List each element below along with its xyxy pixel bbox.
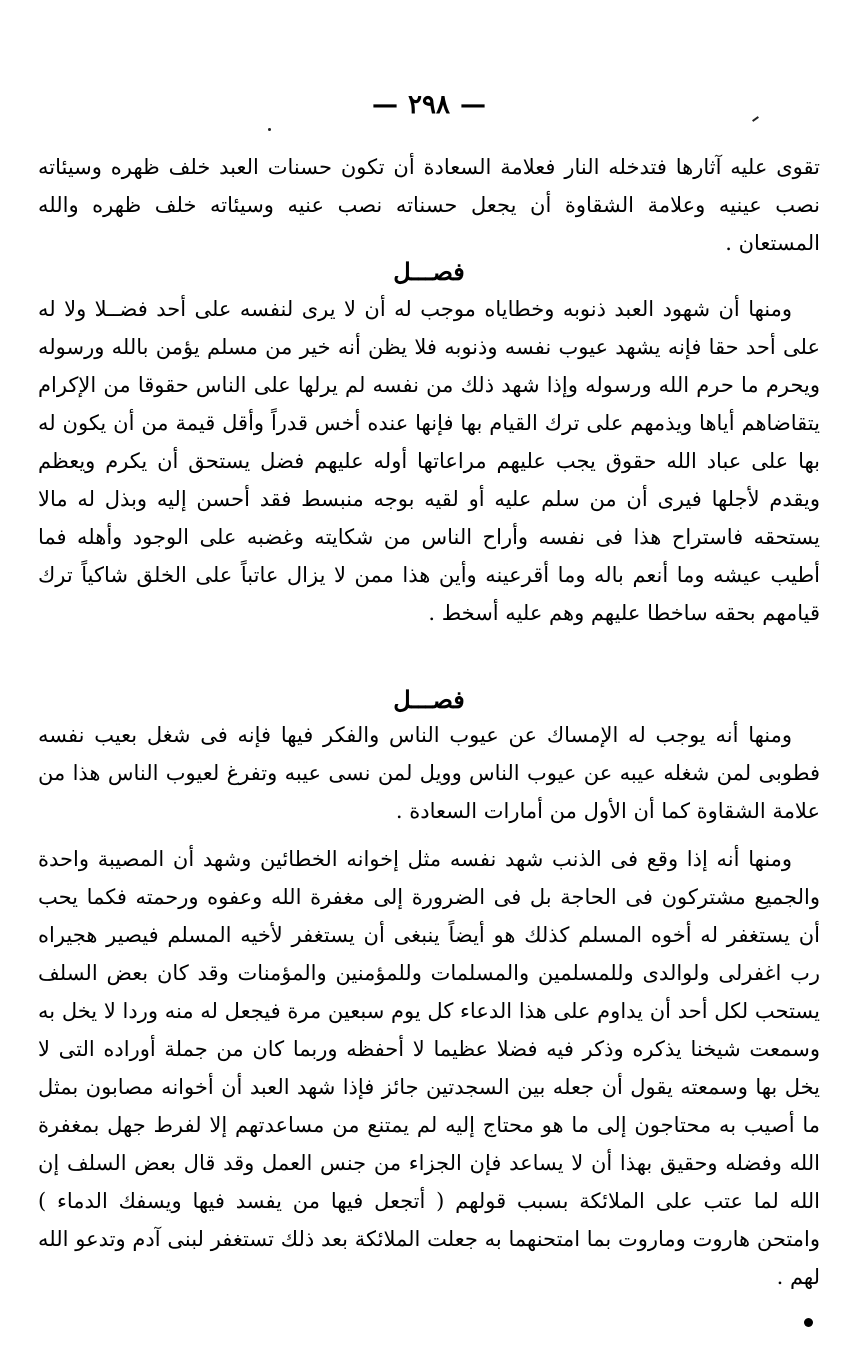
scan-speck [268,128,271,131]
section-heading: فصـــل [393,257,465,286]
page-number [38,90,820,120]
section-heading: فصـــل [393,685,465,714]
dash: — [459,90,486,120]
paragraph: ومنها أنه يوجب له الإمساك عن عيوب الناس والفكر فيها فإنه فى شغل بعيب نفسه فطوبى لمن شغله عيبه عن عيوب الناس وويل لمن نسى عيبه وتفرغ لعيوب الناس هذا من علامة الشقاوة كما أن الأول من أمارات السعادة . [38,723,820,823]
paragraph: ومنها أنه إذا وقع فى الذنب شهد نفسه مثل إخوانه الخطائين وشهد أن المصيبة واحدة والجميع مشتركون فى الحاجة بل فى الضرورة إلى مغفرة الله وعفوه ورحمته فكما يحب أن يستغفر له أخوه المسلم كذلك هو أيضاً ينبغى أن يستغفر لأخيه المسلم فيصير هجيراه رب اغفرلى ولوالدى وللمسلمين والمسلمات وللمؤمنين والمؤمنات وقد كان بعض السلف يستحب لكل أحد أن يداوم على هذا الدعاء كل يوم سبعين مرة فيجعل له منه وردا لا يخل به وسمعت شيخنا يذكره وذكر فيه فضلا عظيما لا أحفظه وربما كان من جملة أوراده التى لا يخل بها وسمعته يقول أن جعله بين السجدتين جائز فإذا شهد العبد أن أخوانه مصابون بمثل ما أصيب به محتاجون إلى ما هو محتاج إليه لم يمتنع من مساعدتهم إلا لفرط جهل بمغفرة الله وفضله وحقيق بهذا أن لا يساعد فإن الجزاء من جنس العمل وقد قال بعض السلف إن الله لما عتب على الملائكة بسبب قولهم ( أتجعل فيها من يفسد فيها ويسفك الدماء ) وامتحن هاروت وماروت بما امتحنهما به جعلت الملائكة بعد ذلك تستغفر لبنى آدم وتدعو الله لهم . [38,847,821,1289]
dash: — [372,90,399,120]
page-dot [804,1318,813,1327]
paragraph: ومنها أن شهود العبد ذنوبه وخطاياه موجب له أن لا يرى لنفسه على أحد فضــلا ولا له على أحد حقا فإنه يشهد عيوب نفسه وذنوبه فلا يظن أنه خير من مسلم يؤمن بالله ورسوله ويحرم ما حرم الله ورسوله وإذا شهد ذلك من نفسه لم يرلها على الناس حقوقا من الإكرام يتقاضاهم أياها ويذمهم على ترك القيام بها فإنها عنده أخس قدراً وأقل قيمة من أن يكون له بها على عباد الله حقوق يجب عليهم مراعاتها أوله عليهم فضل يستحق أن يكرم ويعظم ويقدم لأجلها فيرى أن من سلم عليه أو لقيه بوجه منبسط فقد أحسن إليه وبذل له مالا يستحقه فاستراح هذا فى نفسه وأراح الناس من شكايته وغضبه على الوجود وأهله فما أطيب عيشه وما أنعم باله وما أقرعينه وأين هذا ممن لا يزال عاتباً على الخلق شاكياً ترك قيامهم بحقه ساخطا عليهم وهم عليه أسخط . [38,297,820,625]
page-number-value: ٢٩٨ [408,90,450,120]
paragraph: تقوى عليه آثارها فتدخله النار فعلامة السعادة أن تكون حسنات العبد خلف ظهره وسيئاته نصب عينيه وعلامة الشقاوة أن يجعل حسناته نصب عنيه وسيئاته خلف ظهره والله المستعان . [38,155,820,255]
